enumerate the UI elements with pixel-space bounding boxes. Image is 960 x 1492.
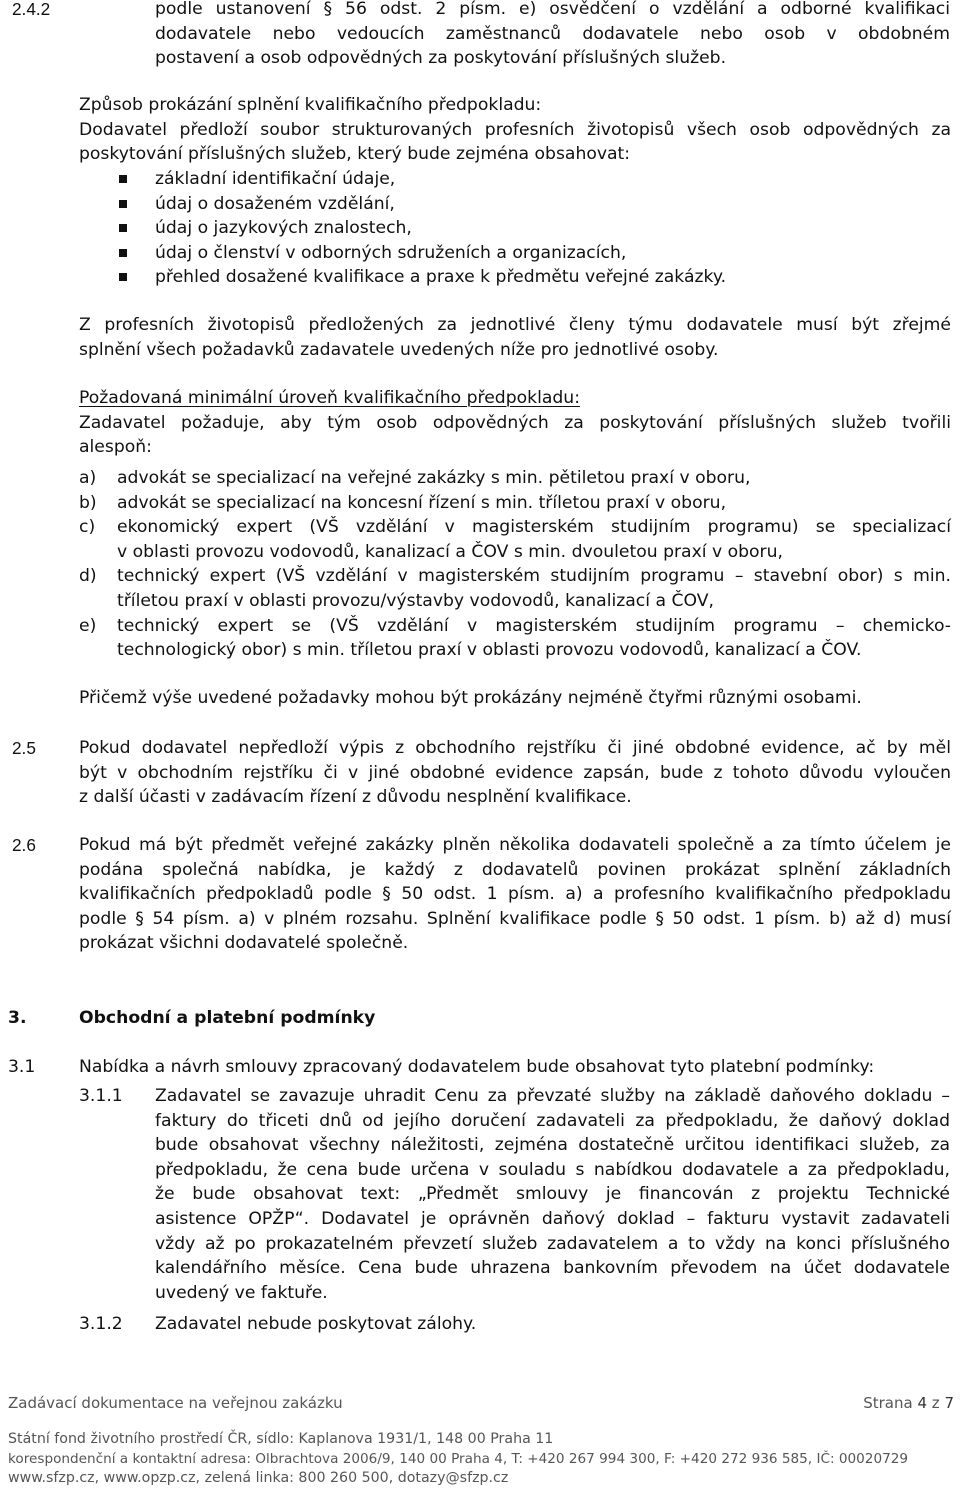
section-2-5 [79,736,951,810]
minimum-closing: Přičemž výše uvedené požadavky mohou být prokázány nejméně čtyřmi různými osobami. [79,688,862,708]
text-line: Zadavatel požaduje, aby tým osob odpovědných za poskytování příslušných služeb tvořili [79,412,951,433]
list-item-text: základní identifikační údaje, [155,169,396,189]
text-line: kalendářního měsíce. Cena bude uhrazena bankovním převodem na účet dodavatele [155,1258,950,1279]
text-line: Pokud dodavatel nepředloží výpis z obchodního rejstříku či jiné obdobné evidence, ač by měl [79,738,951,758]
list-item-text: přehled dosažené kvalifikace a praxe k předmětu veřejné zakázky. [155,267,727,288]
bullet-icon [119,273,127,281]
text-line: Zadavatel se zavazuje uhradit Cenu za převzaté služby na základě daňového dokladu – [155,1086,950,1106]
list-item [79,515,951,564]
list-item-label: c) [79,517,96,538]
text-line: podána společná nabídka, je každý z dodavatelů povinen prokázat splnění základních [79,859,951,880]
list-item-text: v oblasti provozu vodovodů, kanalizací a ČOV s min. dvouletou praxí v oboru, [117,541,783,562]
list-item-label: b) [79,492,97,513]
text-line: faktury do třiceti dnů od jejího doručení zadavateli za předpokladu, že daňový doklad [155,1110,950,1131]
page-separator: z [931,1394,940,1412]
list-item-text: technický expert se (VŠ vzdělání v magisterském studijním programu – chemicko- [117,615,951,636]
text-line: podle ustanovení § 56 odst. 2 písm. e) osvědčení o vzdělání a odborné kvalifikaci [155,0,950,19]
text-line: splnění všech požadavků zadavatele uvedených níže pro jednotlivé osoby. [79,339,719,360]
section-number: 3.1 [8,1057,36,1077]
text-line: poskytování příslušných služeb, který bude zejména obsahovat: [79,144,631,165]
footer-address: Státní fond životního prostředí ČR, sídlo: Kaplanova 1931/1, 148 00 Praha 11 [8,1431,554,1447]
section-number: 2.5 [12,738,36,758]
text-line: Z profesních životopisů předložených za jednotlivé členy týmu dodavatele musí být zřejmé [79,315,951,335]
page-current: 4 [917,1394,928,1412]
page-total: 7 [944,1394,954,1412]
list-item [0,167,960,192]
text-line: Dodavatel předloží soubor strukturovaných profesních životopisů všech osob odpovědných za [79,119,951,140]
proof-heading: Způsob prokázání splnění kvalifikačního předpokladu: [79,95,542,115]
proof-bullet-list [0,167,960,290]
page-number [863,1394,954,1412]
text-line: že bude obsahovat text: „Předmět smlouvy je financován z projektu Technické [155,1184,950,1205]
text-line: alespoň: [79,437,152,458]
text-line: být v obchodním rejstříku či v jiné obdobné evidence zapsán, bude z tohoto důvodu vyloučen [79,762,951,783]
list-item-text: údaj o dosaženém vzdělání, [155,193,395,214]
text-line: uvedený ve faktuře. [155,1282,328,1303]
list-item [0,241,960,266]
text-line: vždy až po prokazatelném převzetí služeb zadavatelem a to vždy na konci příslušného [155,1233,950,1254]
section-2-4-2 [155,0,950,71]
list-item-label: a) [79,468,97,488]
section-3-1-1 [155,1084,950,1305]
list-item [0,216,960,241]
proof-section [79,93,951,167]
list-item-label: e) [79,615,97,636]
text-line: Pokud má být předmět veřejné zakázky plněn několika dodavateli společně a za tímto účelem je [79,835,951,855]
section-number: 3.1.2 [79,1314,123,1334]
list-item [79,491,951,516]
minimum-section [79,386,951,460]
list-item [79,466,951,491]
section-2-6 [79,833,951,956]
section-number: 3. [8,1008,27,1028]
list-item-text: advokát se specializací na veřejné zakázky s min. pětiletou praxí v oboru, [117,468,751,488]
text-line: bude obsahovat všechny náležitosti, zejména dostatečně určitou identifikaci služeb, za [155,1135,950,1156]
list-item-text: advokát se specializací na koncesní řízení s min. tříletou praxí v oboru, [117,492,727,513]
text-line: z další účasti v zadávacím řízení z důvodu nesplnění kvalifikace. [79,787,632,808]
text-line: podle § 54 písm. a) v plném rozsahu. Splnění kvalifikace podle § 50 odst. 1 písm. b) až d) musí [79,908,951,929]
list-item [0,265,960,290]
text-line: předpokladu, že cena bude určena v souladu s nabídkou dodavatele a za předpokladu, [155,1159,950,1180]
text-line: postavení a osob odpovědných za poskytování příslušných služeb. [155,48,727,69]
list-item-text: údaj o jazykových znalostech, [155,218,412,239]
bullet-icon [119,224,127,232]
section-number: 2.4.2 [12,0,51,19]
section-3-title: Obchodní a platební podmínky [79,1008,376,1028]
list-item-text: ekonomický expert (VŠ vzdělání v magisterském studijním programu) se specializací [117,517,951,538]
list-item [79,564,951,613]
list-item [79,614,951,663]
section-number: 3.1.1 [79,1086,123,1106]
footer-contact: korespondenční a kontaktní adresa: Olbrachtova 2006/9, 140 00 Praha 4, T: +420 267 994 300, F: +420 272 936 585, IČ: 00020729 [8,1451,909,1467]
footer-web: www.sfzp.cz, www.opzp.cz, zelená linka: 800 260 500, dotazy@sfzp.cz [8,1470,509,1486]
bullet-icon [119,200,127,208]
text-line: dodavatele nebo vedoucích zaměstnanců dodavatele nebo osob v obdobném [155,23,950,44]
requirements-list [79,466,951,663]
text-line: prokázat všichni dodavatelé společně. [79,933,409,954]
bullet-icon [119,249,127,257]
section-3-1-2: Zadavatel nebude poskytovat zálohy. [155,1314,477,1334]
section-number: 2.6 [12,835,36,855]
footer-doc-title: Zadávací dokumentace na veřejnou zakázku [8,1394,343,1412]
bullet-icon [119,175,127,183]
section-3-1: Nabídka a návrh smlouvy zpracovaný dodavatelem bude obsahovat tyto platební podmínky: [79,1057,875,1077]
text-line: asistence OPŽP“. Dodavatel je oprávněn daňový doklad – fakturu vystavit zadavateli [155,1208,950,1229]
list-item-text: technický expert (VŠ vzdělání v magisterském studijním programu – stavební obor) s min. [117,566,951,587]
text-line: kvalifikačních předpokladů podle § 50 odst. 1 písm. a) a profesního kvalifikačního předpokladu [79,884,951,905]
list-item [0,192,960,217]
list-item-text: technologický obor) s min. tříletou praxí v oblasti provozu vodovodů, kanalizací a ČOV. [117,640,862,661]
list-item-label: d) [79,566,97,587]
list-item-text: tříletou praxí v oblasti provozu/výstavby vodovodů, kanalizací a ČOV, [117,590,714,611]
page-footer [0,1394,960,1416]
cv-note [79,313,951,362]
minimum-heading: Požadovaná minimální úroveň kvalifikačního předpokladu: [79,388,580,408]
page-label: Strana [863,1394,913,1412]
list-item-text: údaj o členství v odborných sdruženích a organizacích, [155,242,627,263]
